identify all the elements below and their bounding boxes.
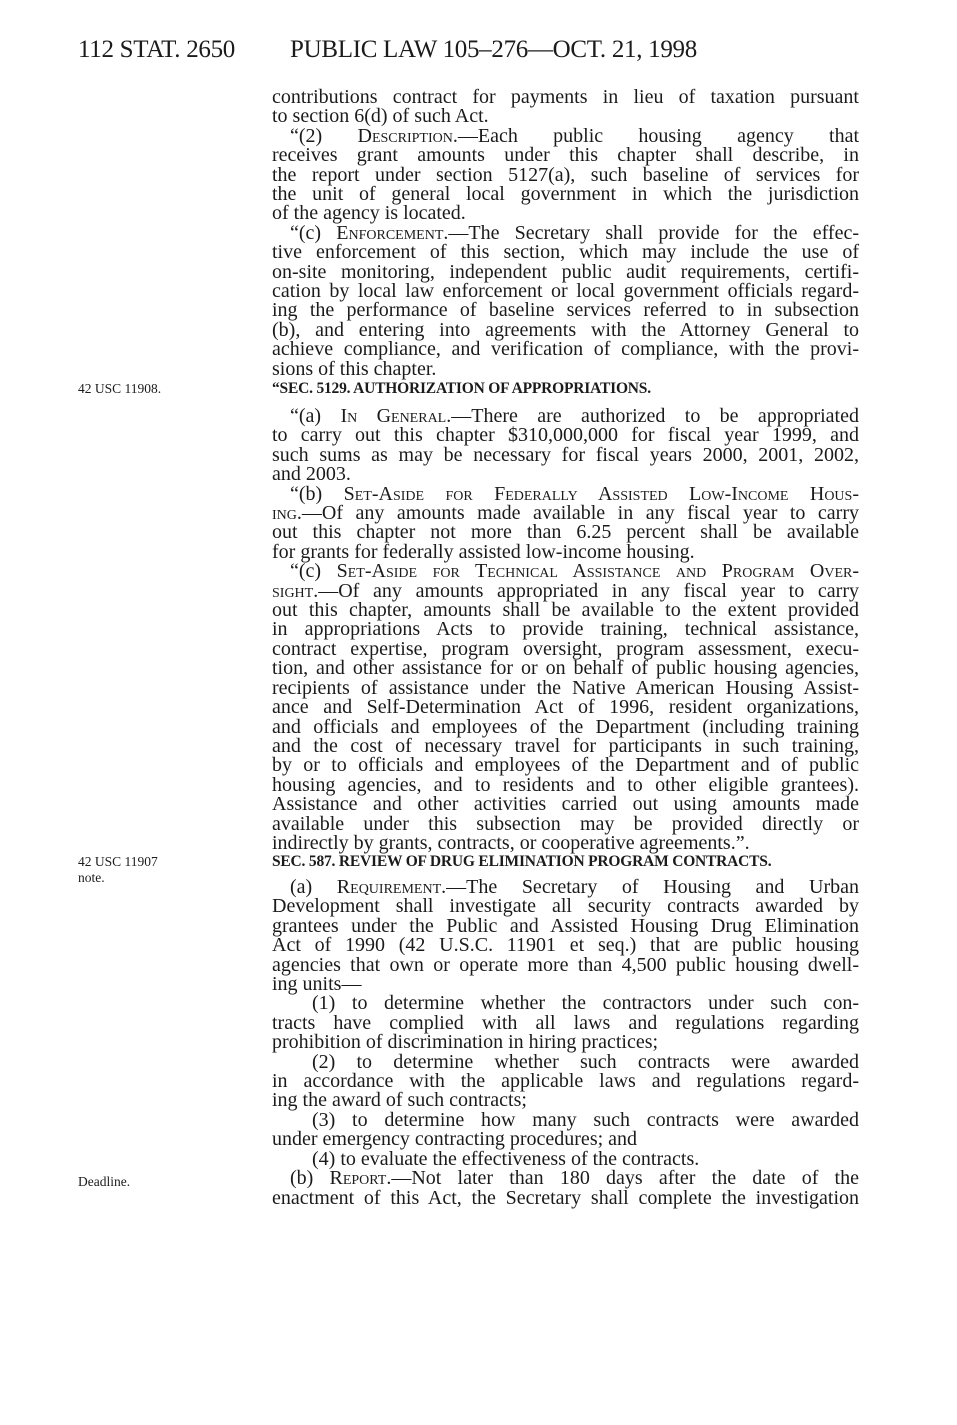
text-line: (b), and entering into agreements with the Attorney General to — [272, 318, 859, 341]
text-run: .—Each public housing agency that — [452, 124, 860, 147]
text-line: the unit of general local government in which the jurisdiction — [272, 183, 859, 206]
text-line: and officials and employees of the Department (including training — [272, 715, 859, 738]
text-line: to section 6(d) of such Act. — [272, 105, 489, 128]
text-line — [272, 1169, 859, 1188]
paragraph — [272, 88, 859, 127]
text-line: ing the award of such contracts; — [272, 1089, 527, 1112]
text-line: tracts have complied with all laws and regulations regarding — [272, 1011, 859, 1034]
paragraph-number: “(c) — [290, 560, 337, 583]
text-line: and 2003. — [272, 463, 351, 486]
paragraph-number: (b) — [290, 1167, 330, 1190]
text-line: achieve compliance, and verification of compliance, with the provi- — [272, 338, 859, 361]
text-line: tive enforcement of this section, which may include the use of — [272, 241, 859, 264]
text-line: sions of this chapter. — [272, 357, 437, 380]
text-line: ing the performance of baseline services referred to in subsection — [272, 299, 859, 322]
running-header: PUBLIC LAW 105–276—OCT. 21, 1998 — [290, 36, 697, 63]
text-run: .—The Secretary shall provide for the effec- — [443, 221, 859, 244]
text-line: agencies that own or operate more than 4,500 public housing dwell- — [272, 953, 859, 976]
text-line: Development shall investigate all security contracts awarded by — [272, 895, 859, 918]
paragraph-number: “(a) — [290, 405, 341, 427]
text-run: .—There are authorized to be appropriated — [446, 405, 859, 427]
paragraph — [272, 1169, 859, 1208]
text-line: on-site monitoring, independent public audit requirements, certifi- — [272, 260, 859, 283]
paragraph-heading: ing — [272, 502, 297, 525]
margin-note-line: 42 USC 11907 — [78, 854, 158, 869]
paragraph — [272, 221, 859, 380]
paragraph-number: “(b) — [290, 482, 344, 505]
text-line: the report under section 5127(a), such baseline of services for — [272, 163, 859, 186]
text-line: tion, and other assistance for or on behalf of public housing agencies, — [272, 657, 859, 680]
text-line: (4) to evaluate the effectiveness of the contracts. — [312, 1147, 700, 1170]
text-line: such sums as may be necessary for fiscal years 2000, 2001, 2002, — [272, 443, 859, 466]
paragraph-heading: sight — [272, 579, 314, 602]
text-line: out this chapter, amounts shall be available to the extent provided — [272, 599, 859, 622]
text-line: for grants for federally assisted low-income housing. — [272, 540, 695, 563]
paragraph — [272, 407, 859, 485]
text-line: out this chapter not more than 6.25 percent shall be available — [272, 521, 859, 544]
text-line: enactment of this Act, the Secretary shall complete the investigation — [272, 1186, 859, 1209]
paragraph-heading: Enforcement — [336, 221, 444, 244]
text-line: ance and Self-Determination Act of 1996, resident organizations, — [272, 696, 859, 719]
text-line: receives grant amounts under this chapter shall describe, in — [272, 144, 859, 167]
text-run: .—Of any amounts made available in any fiscal year to carry — [296, 502, 859, 525]
paragraph-number: “(c) — [290, 221, 337, 244]
paragraph — [272, 1050, 859, 1112]
text-block-section-5128-end — [272, 88, 859, 379]
text-line: in accordance with the applicable laws and regulations regard- — [272, 1070, 859, 1093]
text-line: (1) to determine whether the contractors under such con- — [312, 992, 859, 1015]
text-block-section-5129 — [272, 407, 859, 853]
text-line: Act of 1990 (42 U.S.C. 11901 et seq.) that are public housing — [272, 934, 859, 957]
paragraph — [272, 124, 860, 225]
section-heading-5129: “SEC. 5129. AUTHORIZATION OF APPROPRIATIONS. — [272, 380, 651, 397]
paragraph — [272, 482, 859, 563]
text-line: Assistance and other activities carried out using amounts made — [272, 793, 859, 816]
page-citation: 112 STAT. 2650 — [78, 36, 235, 63]
margin-note-deadline: Deadline. — [78, 1174, 131, 1189]
text-block-section-587 — [272, 878, 859, 1208]
paragraph — [272, 1108, 859, 1151]
paragraph — [272, 878, 859, 994]
paragraph-number: (a) — [290, 876, 337, 898]
paragraph-number: “(2) — [290, 124, 358, 147]
paragraph-heading: In General — [340, 405, 447, 427]
paragraph-heading: Report — [329, 1167, 387, 1190]
margin-note-usc-11907 — [78, 854, 158, 886]
text-line: housing agencies, and to residents and to other eligible grantees). — [272, 773, 859, 796]
paragraph-heading: Description — [357, 124, 453, 147]
margin-note-usc-11908: 42 USC 11908. — [78, 381, 162, 396]
text-line: and the cost of necessary travel for participants in such training, — [272, 734, 859, 757]
text-line: prohibition of discrimination in hiring practices; — [272, 1031, 659, 1054]
text-line: indirectly by grants, contracts, or cooperative agreements.”. — [272, 831, 750, 854]
text-line: ing units— — [272, 973, 362, 996]
text-line: contributions contract for payments in lieu of taxation pursuant — [272, 86, 859, 108]
paragraph — [272, 562, 859, 853]
text-line: (3) to determine how many such contracts were awarded — [312, 1108, 859, 1131]
paragraph — [272, 994, 859, 1052]
paragraph-heading: Requirement — [336, 876, 442, 898]
text-line: recipients of assistance under the Native American Housing Assist- — [272, 676, 859, 699]
paragraph-heading: Set-Aside for Technical Assistance and Program Over- — [336, 560, 860, 583]
text-line: (2) to determine whether such contracts were awarded — [312, 1050, 859, 1073]
margin-note-line: note. — [78, 870, 105, 885]
text-line: cation by local law enforcement or local government officials regard- — [272, 280, 859, 303]
section-heading-587: SEC. 587. REVIEW OF DRUG ELIMINATION PROGRAM CONTRACTS. — [272, 853, 772, 870]
text-line: grantees under the Public and Assisted Housing Drug Elimination — [272, 914, 859, 937]
text-run: .—Not later than 180 days after the date of the — [386, 1167, 859, 1190]
text-line: contract expertise, program oversight, program assessment, execu- — [272, 637, 859, 660]
text-line: of the agency is located. — [272, 202, 466, 225]
text-line: under emergency contracting procedures; and — [272, 1128, 638, 1151]
text-run: .—The Secretary of Housing and Urban — [441, 876, 859, 898]
text-line: to carry out this chapter $310,000,000 for fiscal year 1999, and — [272, 424, 859, 447]
text-line: in appropriations Acts to provide training, technical assistance, — [272, 618, 859, 641]
paragraph-heading: Set-Aside for Federally Assisted Low-Income Hous- — [343, 482, 859, 505]
text-run: .—Of any amounts appropriated in any fiscal year to carry — [313, 579, 859, 602]
text-line: available under this subsection may be provided directly or — [272, 812, 859, 835]
text-line: by or to officials and employees of the Department and of public — [272, 754, 859, 777]
